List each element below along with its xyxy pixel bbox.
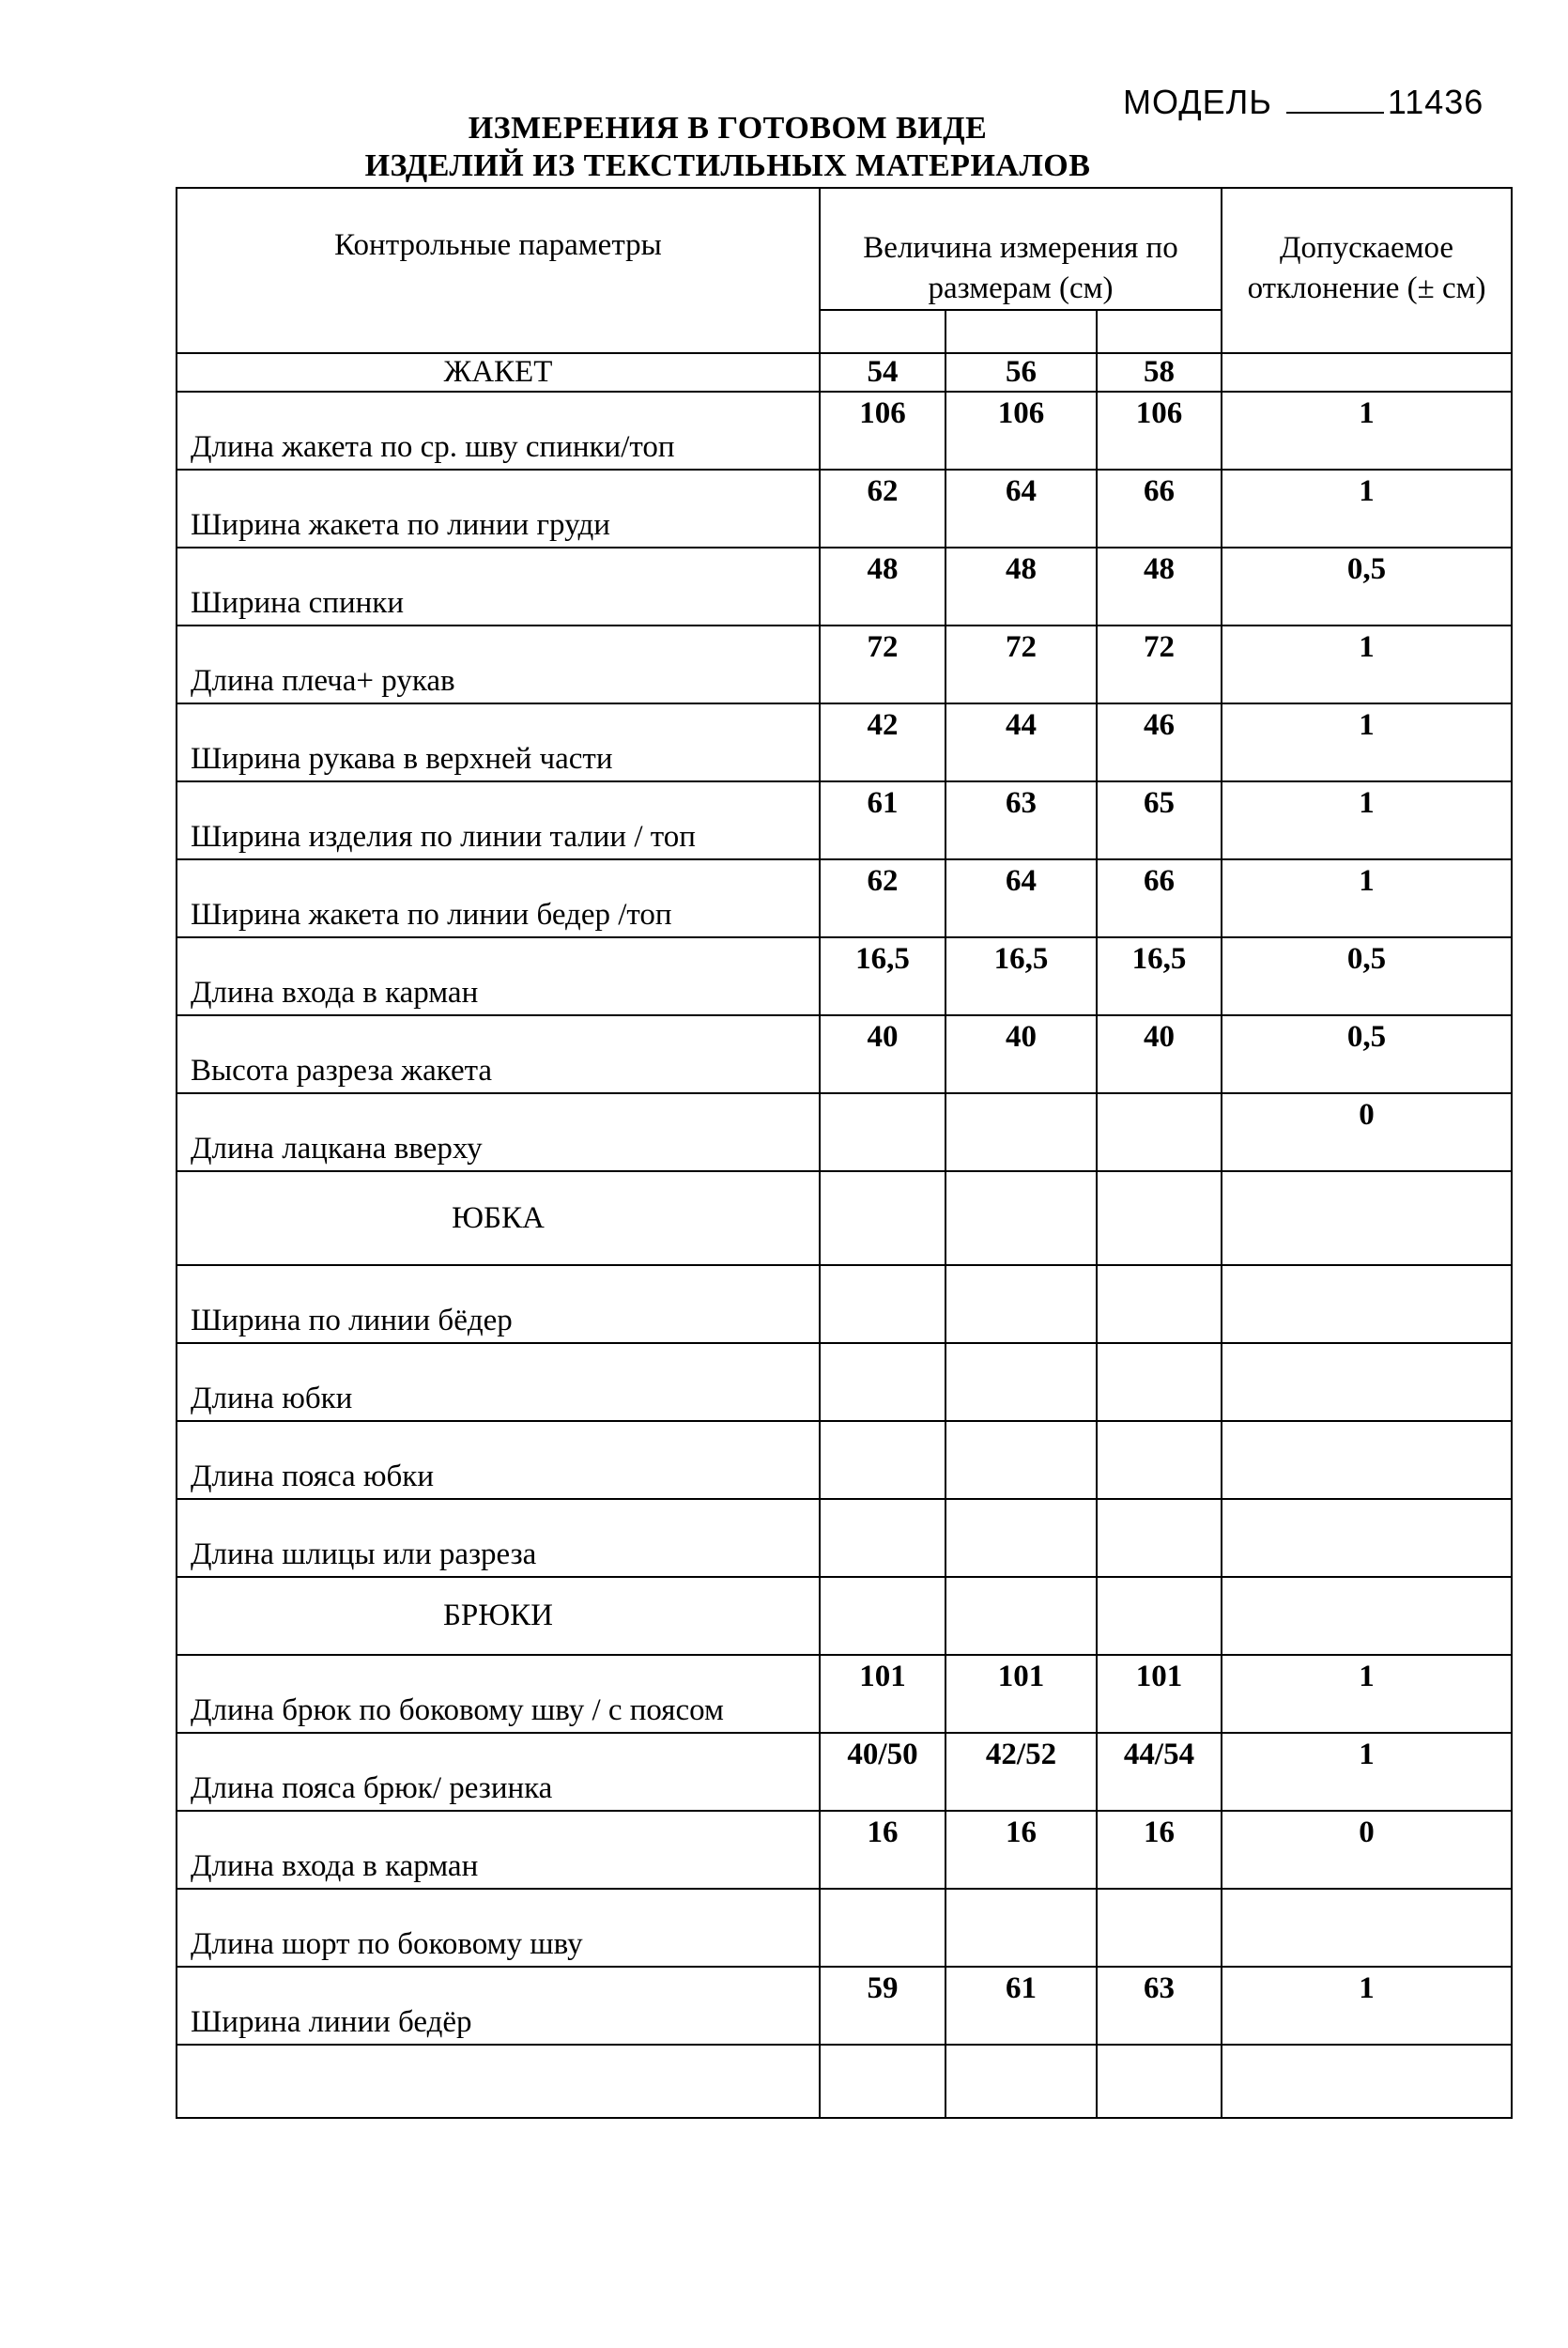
size-value: 40/50 xyxy=(820,1733,945,1811)
size-value: 40 xyxy=(1097,1015,1222,1093)
size-value: 62 xyxy=(820,470,945,548)
tolerance-value: 0 xyxy=(1222,1093,1512,1171)
table-row xyxy=(177,470,1512,548)
tolerance-value: 1 xyxy=(1222,392,1512,470)
table-row xyxy=(177,626,1512,703)
size-value: 16 xyxy=(820,1811,945,1889)
empty-cell xyxy=(945,1577,1097,1655)
size-value xyxy=(820,1889,945,1967)
param-column-header: Контрольные параметры xyxy=(177,188,820,353)
table-row xyxy=(177,1811,1512,1889)
empty-cell xyxy=(820,1577,945,1655)
table-row xyxy=(177,1889,1512,1967)
size-value: 48 xyxy=(1097,548,1222,626)
size-value: 16 xyxy=(1097,1811,1222,1889)
table-row xyxy=(177,1421,1512,1499)
size-value: 16,5 xyxy=(945,937,1097,1015)
table-row xyxy=(177,1967,1512,2045)
tolerance-value xyxy=(1222,1889,1512,1967)
tolerance-value: 1 xyxy=(1222,781,1512,859)
param-label: Длина юбки xyxy=(177,1343,820,1421)
measurement-table xyxy=(176,187,1513,2119)
table-row xyxy=(177,781,1512,859)
size-value: 16 xyxy=(945,1811,1097,1889)
size-value xyxy=(945,1499,1097,1577)
size-value: 42/52 xyxy=(945,1733,1097,1811)
param-label: Ширина изделия по линии талии / топ xyxy=(177,781,820,859)
size-value: 40 xyxy=(820,1015,945,1093)
document-title-line1: ИЗМЕРЕНИЯ В ГОТОВОМ ВИДЕ xyxy=(468,111,988,146)
empty-cell xyxy=(1097,1171,1222,1265)
size-value xyxy=(945,1421,1097,1499)
size-value: 106 xyxy=(945,392,1097,470)
table-row xyxy=(177,703,1512,781)
tolerance-value: 1 xyxy=(1222,470,1512,548)
empty-cell xyxy=(820,2045,945,2118)
param-label: Длина шлицы или разреза xyxy=(177,1499,820,1577)
param-label: Длина жакета по ср. шву спинки/топ xyxy=(177,392,820,470)
size-value: 42 xyxy=(820,703,945,781)
tolerance-value xyxy=(1222,1499,1512,1577)
param-label: Ширина жакета по линии груди xyxy=(177,470,820,548)
size-value: 66 xyxy=(1097,859,1222,937)
empty-cell xyxy=(1097,1577,1222,1655)
section-header-row xyxy=(177,1171,1512,1265)
size-value: 63 xyxy=(1097,1967,1222,2045)
table-row xyxy=(177,1093,1512,1171)
size-label: 58 xyxy=(1097,353,1222,392)
size-value xyxy=(820,1093,945,1171)
size-value: 64 xyxy=(945,859,1097,937)
size-value: 65 xyxy=(1097,781,1222,859)
param-label: Ширина спинки xyxy=(177,548,820,626)
size-value: 63 xyxy=(945,781,1097,859)
size-value: 40 xyxy=(945,1015,1097,1093)
param-label: Длина входа в карман xyxy=(177,937,820,1015)
table-row xyxy=(177,1499,1512,1577)
size-value xyxy=(1097,1499,1222,1577)
size-value: 66 xyxy=(1097,470,1222,548)
empty-cell xyxy=(1222,2045,1512,2118)
table-row xyxy=(177,1343,1512,1421)
document-title-line2: ИЗДЕЛИЙ ИЗ ТЕКСТИЛЬНЫХ МАТЕРИАЛОВ xyxy=(364,148,1091,183)
size-value xyxy=(1097,1093,1222,1171)
tolerance-value xyxy=(1222,1265,1512,1343)
section-title: ЖАКЕТ xyxy=(177,353,820,392)
size-value xyxy=(1097,1265,1222,1343)
size-value: 106 xyxy=(1097,392,1222,470)
empty-cell xyxy=(1222,1577,1512,1655)
table-row xyxy=(177,1655,1512,1733)
empty-cell xyxy=(1222,1171,1512,1265)
size-value xyxy=(945,1889,1097,1967)
table-row xyxy=(177,548,1512,626)
empty-cell xyxy=(945,1171,1097,1265)
size-value xyxy=(820,1499,945,1577)
empty-cell xyxy=(1097,2045,1222,2118)
size-value xyxy=(1097,1421,1222,1499)
size-value: 44/54 xyxy=(1097,1733,1222,1811)
size-label: 56 xyxy=(945,353,1097,392)
section-header-row xyxy=(177,1577,1512,1655)
table-row xyxy=(177,1015,1512,1093)
tolerance-value: 1 xyxy=(1222,703,1512,781)
tolerance-value: 1 xyxy=(1222,1655,1512,1733)
empty-cell xyxy=(820,1171,945,1265)
param-label: Ширина жакета по линии бедер /топ xyxy=(177,859,820,937)
size-subheader-cell xyxy=(945,310,1097,353)
size-value: 101 xyxy=(945,1655,1097,1733)
size-value xyxy=(945,1093,1097,1171)
table-row xyxy=(177,392,1512,470)
size-label: 54 xyxy=(820,353,945,392)
size-value: 48 xyxy=(820,548,945,626)
section-title: ЮБКА xyxy=(177,1171,820,1265)
param-label: Длина пояса брюк/ резинка xyxy=(177,1733,820,1811)
size-value: 64 xyxy=(945,470,1097,548)
size-subheader-cell xyxy=(820,310,945,353)
tolerance-value: 1 xyxy=(1222,859,1512,937)
size-value: 44 xyxy=(945,703,1097,781)
tolerance-value: 0,5 xyxy=(1222,1015,1512,1093)
size-value: 16,5 xyxy=(1097,937,1222,1015)
param-label: Высота разреза жакета xyxy=(177,1015,820,1093)
size-value: 16,5 xyxy=(820,937,945,1015)
size-value: 72 xyxy=(1097,626,1222,703)
tolerance-value: 1 xyxy=(1222,1967,1512,2045)
empty-cell xyxy=(1222,353,1512,392)
size-subheader-cell xyxy=(1097,310,1222,353)
param-label: Длина пояса юбки xyxy=(177,1421,820,1499)
size-value: 48 xyxy=(945,548,1097,626)
size-value: 72 xyxy=(820,626,945,703)
size-value: 62 xyxy=(820,859,945,937)
model-number-value: 11436 xyxy=(1387,83,1484,121)
table-row xyxy=(177,937,1512,1015)
tolerance-value: 0,5 xyxy=(1222,937,1512,1015)
table-row xyxy=(177,859,1512,937)
param-label: Длина брюк по боковому шву / с поясом xyxy=(177,1655,820,1733)
size-value: 46 xyxy=(1097,703,1222,781)
table-row xyxy=(177,1733,1512,1811)
tolerance-column-header: Допускаемое отклонение (± см) xyxy=(1222,188,1512,353)
param-label: Ширина рукава в верхней части xyxy=(177,703,820,781)
model-label: МОДЕЛЬ xyxy=(1123,83,1272,121)
tolerance-value: 1 xyxy=(1222,626,1512,703)
param-label: Ширина по линии бёдер xyxy=(177,1265,820,1343)
empty-cell xyxy=(177,2045,820,2118)
param-label: Длина шорт по боковому шву xyxy=(177,1889,820,1967)
size-value xyxy=(945,1343,1097,1421)
size-value xyxy=(820,1265,945,1343)
size-value: 106 xyxy=(820,392,945,470)
size-value: 59 xyxy=(820,1967,945,2045)
section-header-row xyxy=(177,353,1512,392)
size-value: 61 xyxy=(945,1967,1097,2045)
empty-cell xyxy=(945,2045,1097,2118)
size-value: 61 xyxy=(820,781,945,859)
table-header-row xyxy=(177,188,1512,310)
table-row-empty xyxy=(177,2045,1512,2118)
size-value xyxy=(945,1265,1097,1343)
tolerance-value: 1 xyxy=(1222,1733,1512,1811)
param-label: Длина плеча+ рукав xyxy=(177,626,820,703)
size-value: 72 xyxy=(945,626,1097,703)
param-label: Длина лацкана вверху xyxy=(177,1093,820,1171)
size-value xyxy=(820,1421,945,1499)
size-value xyxy=(1097,1343,1222,1421)
size-value xyxy=(820,1343,945,1421)
table-row xyxy=(177,1265,1512,1343)
tolerance-value: 0 xyxy=(1222,1811,1512,1889)
size-value: 101 xyxy=(1097,1655,1222,1733)
tolerance-value: 0,5 xyxy=(1222,548,1512,626)
param-label: Ширина линии бедёр xyxy=(177,1967,820,2045)
size-column-header: Величина измерения по размерам (см) xyxy=(820,188,1222,310)
size-value xyxy=(1097,1889,1222,1967)
section-title: БРЮКИ xyxy=(177,1577,820,1655)
tolerance-value xyxy=(1222,1343,1512,1421)
param-label: Длина входа в карман xyxy=(177,1811,820,1889)
size-value: 101 xyxy=(820,1655,945,1733)
tolerance-value xyxy=(1222,1421,1512,1499)
